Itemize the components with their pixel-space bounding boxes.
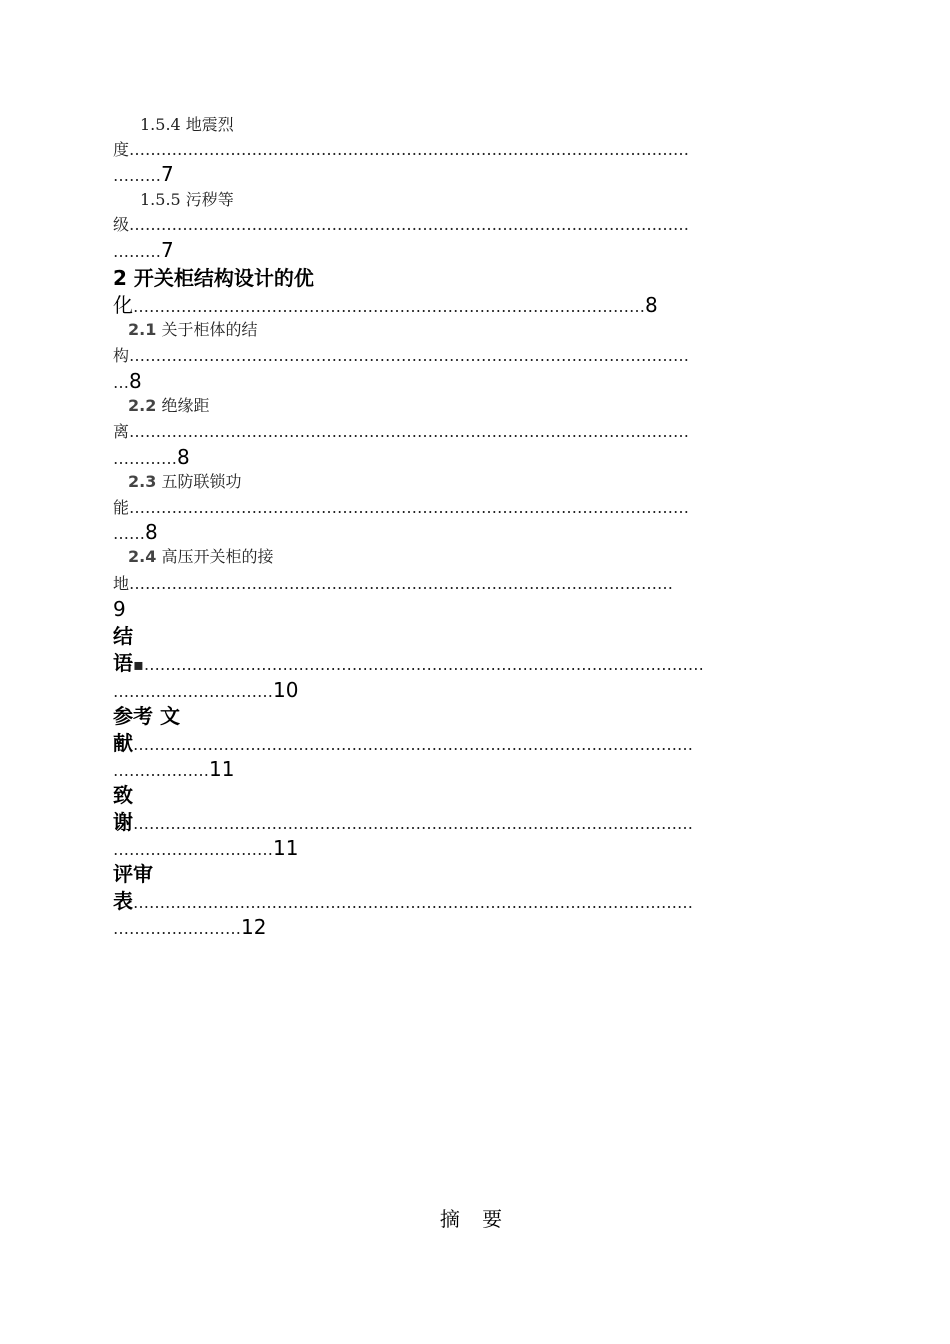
toc-entry-2-3-page: ……8	[113, 520, 158, 544]
toc-entry-1-5-4-page: ………7	[113, 162, 174, 186]
toc-entry-1-5-5-title: 1.5.5 污秽等	[140, 190, 234, 209]
toc-entry-2-2-dots: 离……………………………………………………………………………………………	[113, 422, 690, 441]
toc-entry-1-5-4-title: 1.5.4 地震烈	[140, 115, 234, 134]
toc-entry-2-3-title: 2.3 五防联锁功	[128, 472, 242, 491]
toc-entry-conclusion-page: …………………………10	[113, 678, 299, 702]
toc-entry-2-dots: 化……………………………………………………………………………………8	[113, 293, 658, 317]
toc-entry-2-4-page: 9	[113, 597, 126, 621]
toc-entry-2-2-title: 2.2 绝缘距	[128, 396, 210, 415]
toc-entry-2-1-page: …8	[113, 369, 142, 393]
toc-entry-thanks-dots: 谢……………………………………………………………………………………………	[113, 810, 693, 834]
toc-entry-2-title: 2 开关柜结构设计的优	[113, 266, 314, 290]
toc-entry-1-5-5-dots: 级……………………………………………………………………………………………	[113, 215, 690, 234]
toc-entry-2-1-title: 2.1 关于柜体的结	[128, 320, 258, 339]
toc-entry-references-page: ………………11	[113, 757, 235, 781]
toc-entry-2-3-dots: 能……………………………………………………………………………………………	[113, 498, 690, 517]
abstract-heading: 摘 要	[439, 1207, 511, 1231]
toc-entry-review-dots: 表……………………………………………………………………………………………	[113, 889, 693, 913]
toc-entry-references-dots: 献……………………………………………………………………………………………	[113, 731, 693, 755]
toc-entry-review-page: ……………………12	[113, 915, 267, 939]
toc-entry-thanks-page: …………………………11	[113, 836, 299, 860]
toc-entry-review-title: 评审	[113, 862, 153, 886]
toc-entry-conclusion-dots: 语▪……………………………………………………………………………………………	[113, 651, 704, 675]
toc-entry-2-2-page: …………8	[113, 445, 190, 469]
toc-entry-2-1-dots: 构……………………………………………………………………………………………	[113, 346, 690, 365]
toc-entry-1-5-5-page: ………7	[113, 238, 174, 262]
toc-entry-references-title: 参考 文	[113, 704, 180, 728]
toc-entry-2-4-dots: 地…………………………………………………………………………………………	[113, 574, 674, 593]
toc-entry-2-4-title: 2.4 高压开关柜的接	[128, 547, 274, 566]
toc-entry-1-5-4-dots: 度……………………………………………………………………………………………	[113, 140, 690, 159]
toc-entry-thanks-title: 致	[113, 783, 133, 807]
toc-entry-conclusion-title: 结	[113, 624, 133, 648]
